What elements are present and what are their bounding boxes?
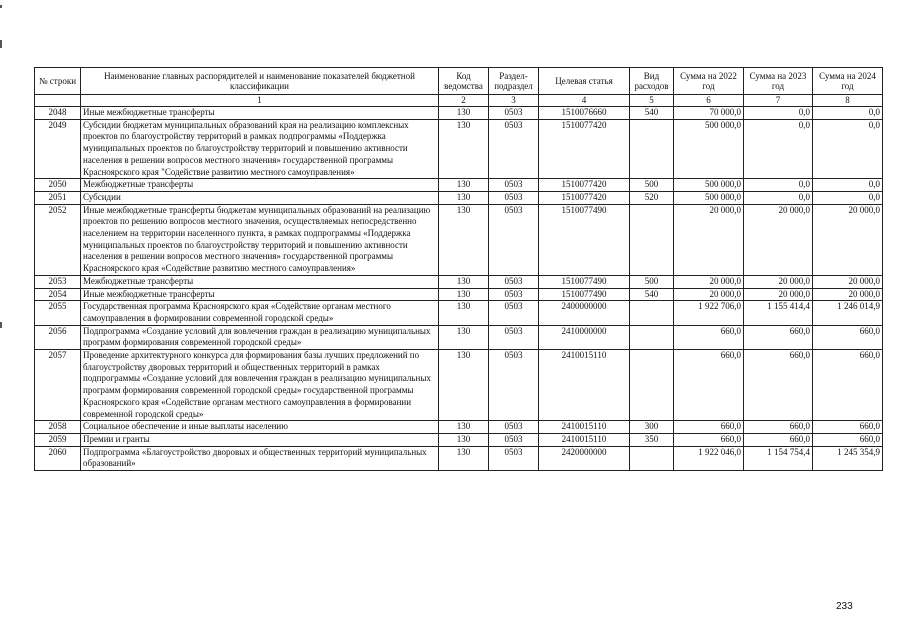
row-sum-2022: 20 000,0: [674, 288, 744, 301]
row-section: 0503: [489, 275, 539, 288]
row-sum-2022: 1 922 706,0: [674, 301, 744, 325]
row-name: Подпрограмма «Благоустройство дворовых и общественных территорий муниципальных образований»: [81, 446, 439, 470]
col-header-expense-type: Вид расходов: [630, 68, 674, 95]
row-sum-2023: 0,0: [744, 119, 813, 179]
row-sum-2023: 1 155 414,4: [744, 301, 813, 325]
header-row: [35, 68, 883, 95]
column-index: 6: [674, 95, 744, 107]
row-section: 0503: [489, 433, 539, 446]
row-sum-2024: 20 000,0: [813, 288, 883, 301]
row-number: 2059: [35, 433, 81, 446]
row-number: 2051: [35, 191, 81, 204]
row-sum-2024: 0,0: [813, 179, 883, 192]
row-sum-2023: 660,0: [744, 433, 813, 446]
row-section: 0503: [489, 107, 539, 120]
row-name: Иные межбюджетные трансферты: [81, 288, 439, 301]
row-name: Межбюджетные трансферты: [81, 179, 439, 192]
row-name: Субсидии бюджетам муниципальных образований края на реализацию комплексных проектов по благоустройству территорий в рамках подпрограммы «Поддержка муниципальных проектов по благоустройству территорий и повышению активности населения в решении вопросов местного значения» государственной программы Красноярского края "Содействие развитию местного самоуправления»: [81, 119, 439, 179]
row-number: 2060: [35, 446, 81, 470]
row-name: Социальное обеспечение и иные выплаты населению: [81, 421, 439, 434]
row-name: Межбюджетные трансферты: [81, 275, 439, 288]
row-sum-2023: 20 000,0: [744, 204, 813, 275]
row-target: 1510077420: [539, 191, 630, 204]
row-expense-type: 350: [630, 433, 674, 446]
column-index: 8: [813, 95, 883, 107]
row-target: 1510076660: [539, 107, 630, 120]
table-row: [35, 107, 883, 120]
row-section: 0503: [489, 204, 539, 275]
row-number: 2055: [35, 301, 81, 325]
row-sum-2023: 0,0: [744, 179, 813, 192]
table-row: [35, 119, 883, 179]
row-sum-2022: 20 000,0: [674, 275, 744, 288]
row-name: Премии и гранты: [81, 433, 439, 446]
row-sum-2024: 660,0: [813, 421, 883, 434]
row-dept-code: 130: [439, 301, 489, 325]
row-number: 2057: [35, 350, 81, 421]
table-row: [35, 350, 883, 421]
column-index: 5: [630, 95, 674, 107]
column-index: 2: [439, 95, 489, 107]
column-index: 1: [81, 95, 439, 107]
row-target: 2410000000: [539, 325, 630, 349]
row-dept-code: 130: [439, 288, 489, 301]
budget-table: [34, 67, 883, 471]
row-sum-2024: 20 000,0: [813, 204, 883, 275]
row-name: Иные межбюджетные трансферты: [81, 107, 439, 120]
table-row: [35, 204, 883, 275]
row-sum-2022: 500 000,0: [674, 191, 744, 204]
table-row: [35, 288, 883, 301]
col-header-dept-code: Код ведомства: [439, 68, 489, 95]
row-name: Проведение архитектурного конкурса для формирования базы лучших предложений по благоустройству дворовых территорий и общественных территорий в рамках подпрограммы «Создание условий для вовлечения граждан в реализацию муниципальных программ формирования современной городской среды» государственной программы Красноярского края «Содействие органам местного самоуправления в формировании современной городской среды»: [81, 350, 439, 421]
row-sum-2023: 20 000,0: [744, 288, 813, 301]
row-dept-code: 130: [439, 191, 489, 204]
row-expense-type: [630, 350, 674, 421]
row-name: Государственная программа Красноярского края «Содействие органам местного самоуправления в формировании современной городской среды»: [81, 301, 439, 325]
row-expense-type: 500: [630, 179, 674, 192]
column-index: 7: [744, 95, 813, 107]
row-sum-2024: 20 000,0: [813, 275, 883, 288]
row-dept-code: 130: [439, 421, 489, 434]
row-expense-type: 500: [630, 275, 674, 288]
row-target: 2420000000: [539, 446, 630, 470]
row-number: 2053: [35, 275, 81, 288]
row-section: 0503: [489, 191, 539, 204]
table-row: [35, 433, 883, 446]
col-header-sum-2024: Сумма на 2024 год: [813, 68, 883, 95]
row-target: 2410015110: [539, 350, 630, 421]
row-sum-2023: 20 000,0: [744, 275, 813, 288]
row-dept-code: 130: [439, 325, 489, 349]
row-target: 1510077490: [539, 275, 630, 288]
row-sum-2022: 660,0: [674, 350, 744, 421]
row-section: 0503: [489, 421, 539, 434]
scan-edge-mark: [0, 322, 2, 328]
row-section: 0503: [489, 350, 539, 421]
row-sum-2024: 660,0: [813, 433, 883, 446]
row-sum-2023: 660,0: [744, 421, 813, 434]
row-sum-2024: 1 245 354,9: [813, 446, 883, 470]
row-number: 2052: [35, 204, 81, 275]
row-number: 2048: [35, 107, 81, 120]
row-section: 0503: [489, 288, 539, 301]
row-dept-code: 130: [439, 119, 489, 179]
row-sum-2024: 660,0: [813, 350, 883, 421]
table-row: [35, 179, 883, 192]
table-row: [35, 301, 883, 325]
row-sum-2022: 70 000,0: [674, 107, 744, 120]
column-index: 3: [489, 95, 539, 107]
row-sum-2024: 0,0: [813, 119, 883, 179]
row-section: 0503: [489, 119, 539, 179]
col-header-target: Целевая статья: [539, 68, 630, 95]
row-target: 2410015110: [539, 433, 630, 446]
row-sum-2024: 0,0: [813, 107, 883, 120]
row-target: 1510077420: [539, 179, 630, 192]
row-expense-type: [630, 119, 674, 179]
row-section: 0503: [489, 325, 539, 349]
row-sum-2024: 660,0: [813, 325, 883, 349]
scan-edge-mark: [0, 5, 2, 8]
row-dept-code: 130: [439, 275, 489, 288]
table-row: [35, 275, 883, 288]
table-row: [35, 325, 883, 349]
column-index: 4: [539, 95, 630, 107]
column-index: [35, 95, 81, 107]
row-dept-code: 130: [439, 350, 489, 421]
row-sum-2024: 1 246 014,9: [813, 301, 883, 325]
row-name: Иные межбюджетные трансферты бюджетам муниципальных образований на реализацию проектов по решению вопросов местного значения, осуществляемых непосредственно населением на территории населенного пункта, в рамках подпрограммы «Поддержка муниципальных проектов по благоустройству территорий и повышению активности населения в решении вопросов местного значения» государственной программы Красноярского края «Содействие развитию местного самоуправления»: [81, 204, 439, 275]
row-sum-2022: 660,0: [674, 325, 744, 349]
row-section: 0503: [489, 301, 539, 325]
page-number: 233: [836, 601, 853, 612]
row-number: 2058: [35, 421, 81, 434]
col-header-sum-2023: Сумма на 2023 год: [744, 68, 813, 95]
col-header-sum-2022: Сумма на 2022 год: [674, 68, 744, 95]
row-sum-2023: 660,0: [744, 350, 813, 421]
row-sum-2023: 0,0: [744, 107, 813, 120]
row-expense-type: [630, 301, 674, 325]
row-number: 2056: [35, 325, 81, 349]
table-row: [35, 191, 883, 204]
row-expense-type: 540: [630, 288, 674, 301]
row-sum-2022: 500 000,0: [674, 119, 744, 179]
row-expense-type: 300: [630, 421, 674, 434]
row-expense-type: [630, 204, 674, 275]
row-target: 1510077490: [539, 204, 630, 275]
row-target: 2410015110: [539, 421, 630, 434]
row-sum-2023: 0,0: [744, 191, 813, 204]
column-index-row: [35, 95, 883, 107]
row-section: 0503: [489, 179, 539, 192]
row-name: Подпрограмма «Создание условий для вовлечения граждан в реализацию муниципальных программ формирования современной городской среды»: [81, 325, 439, 349]
row-sum-2023: 1 154 754,4: [744, 446, 813, 470]
row-sum-2022: 20 000,0: [674, 204, 744, 275]
row-number: 2054: [35, 288, 81, 301]
row-name: Субсидии: [81, 191, 439, 204]
row-expense-type: [630, 446, 674, 470]
row-target: 2400000000: [539, 301, 630, 325]
row-sum-2022: 660,0: [674, 433, 744, 446]
row-expense-type: 520: [630, 191, 674, 204]
row-sum-2022: 660,0: [674, 421, 744, 434]
row-target: 1510077420: [539, 119, 630, 179]
row-sum-2024: 0,0: [813, 191, 883, 204]
col-header-section: Раздел- подраздел: [489, 68, 539, 95]
row-expense-type: [630, 325, 674, 349]
row-sum-2022: 1 922 046,0: [674, 446, 744, 470]
row-sum-2022: 500 000,0: [674, 179, 744, 192]
scan-edge-mark: [0, 40, 2, 48]
table-row: [35, 421, 883, 434]
row-dept-code: 130: [439, 204, 489, 275]
table-row: [35, 446, 883, 470]
row-dept-code: 130: [439, 446, 489, 470]
row-expense-type: 540: [630, 107, 674, 120]
col-header-name: Наименование главных распорядителей и наименование показателей бюджетной классификации: [81, 68, 439, 95]
row-section: 0503: [489, 446, 539, 470]
row-dept-code: 130: [439, 107, 489, 120]
row-dept-code: 130: [439, 433, 489, 446]
row-number: 2050: [35, 179, 81, 192]
row-dept-code: 130: [439, 179, 489, 192]
row-sum-2023: 660,0: [744, 325, 813, 349]
col-header-row-no: № строки: [35, 68, 81, 95]
row-number: 2049: [35, 119, 81, 179]
row-target: 1510077490: [539, 288, 630, 301]
